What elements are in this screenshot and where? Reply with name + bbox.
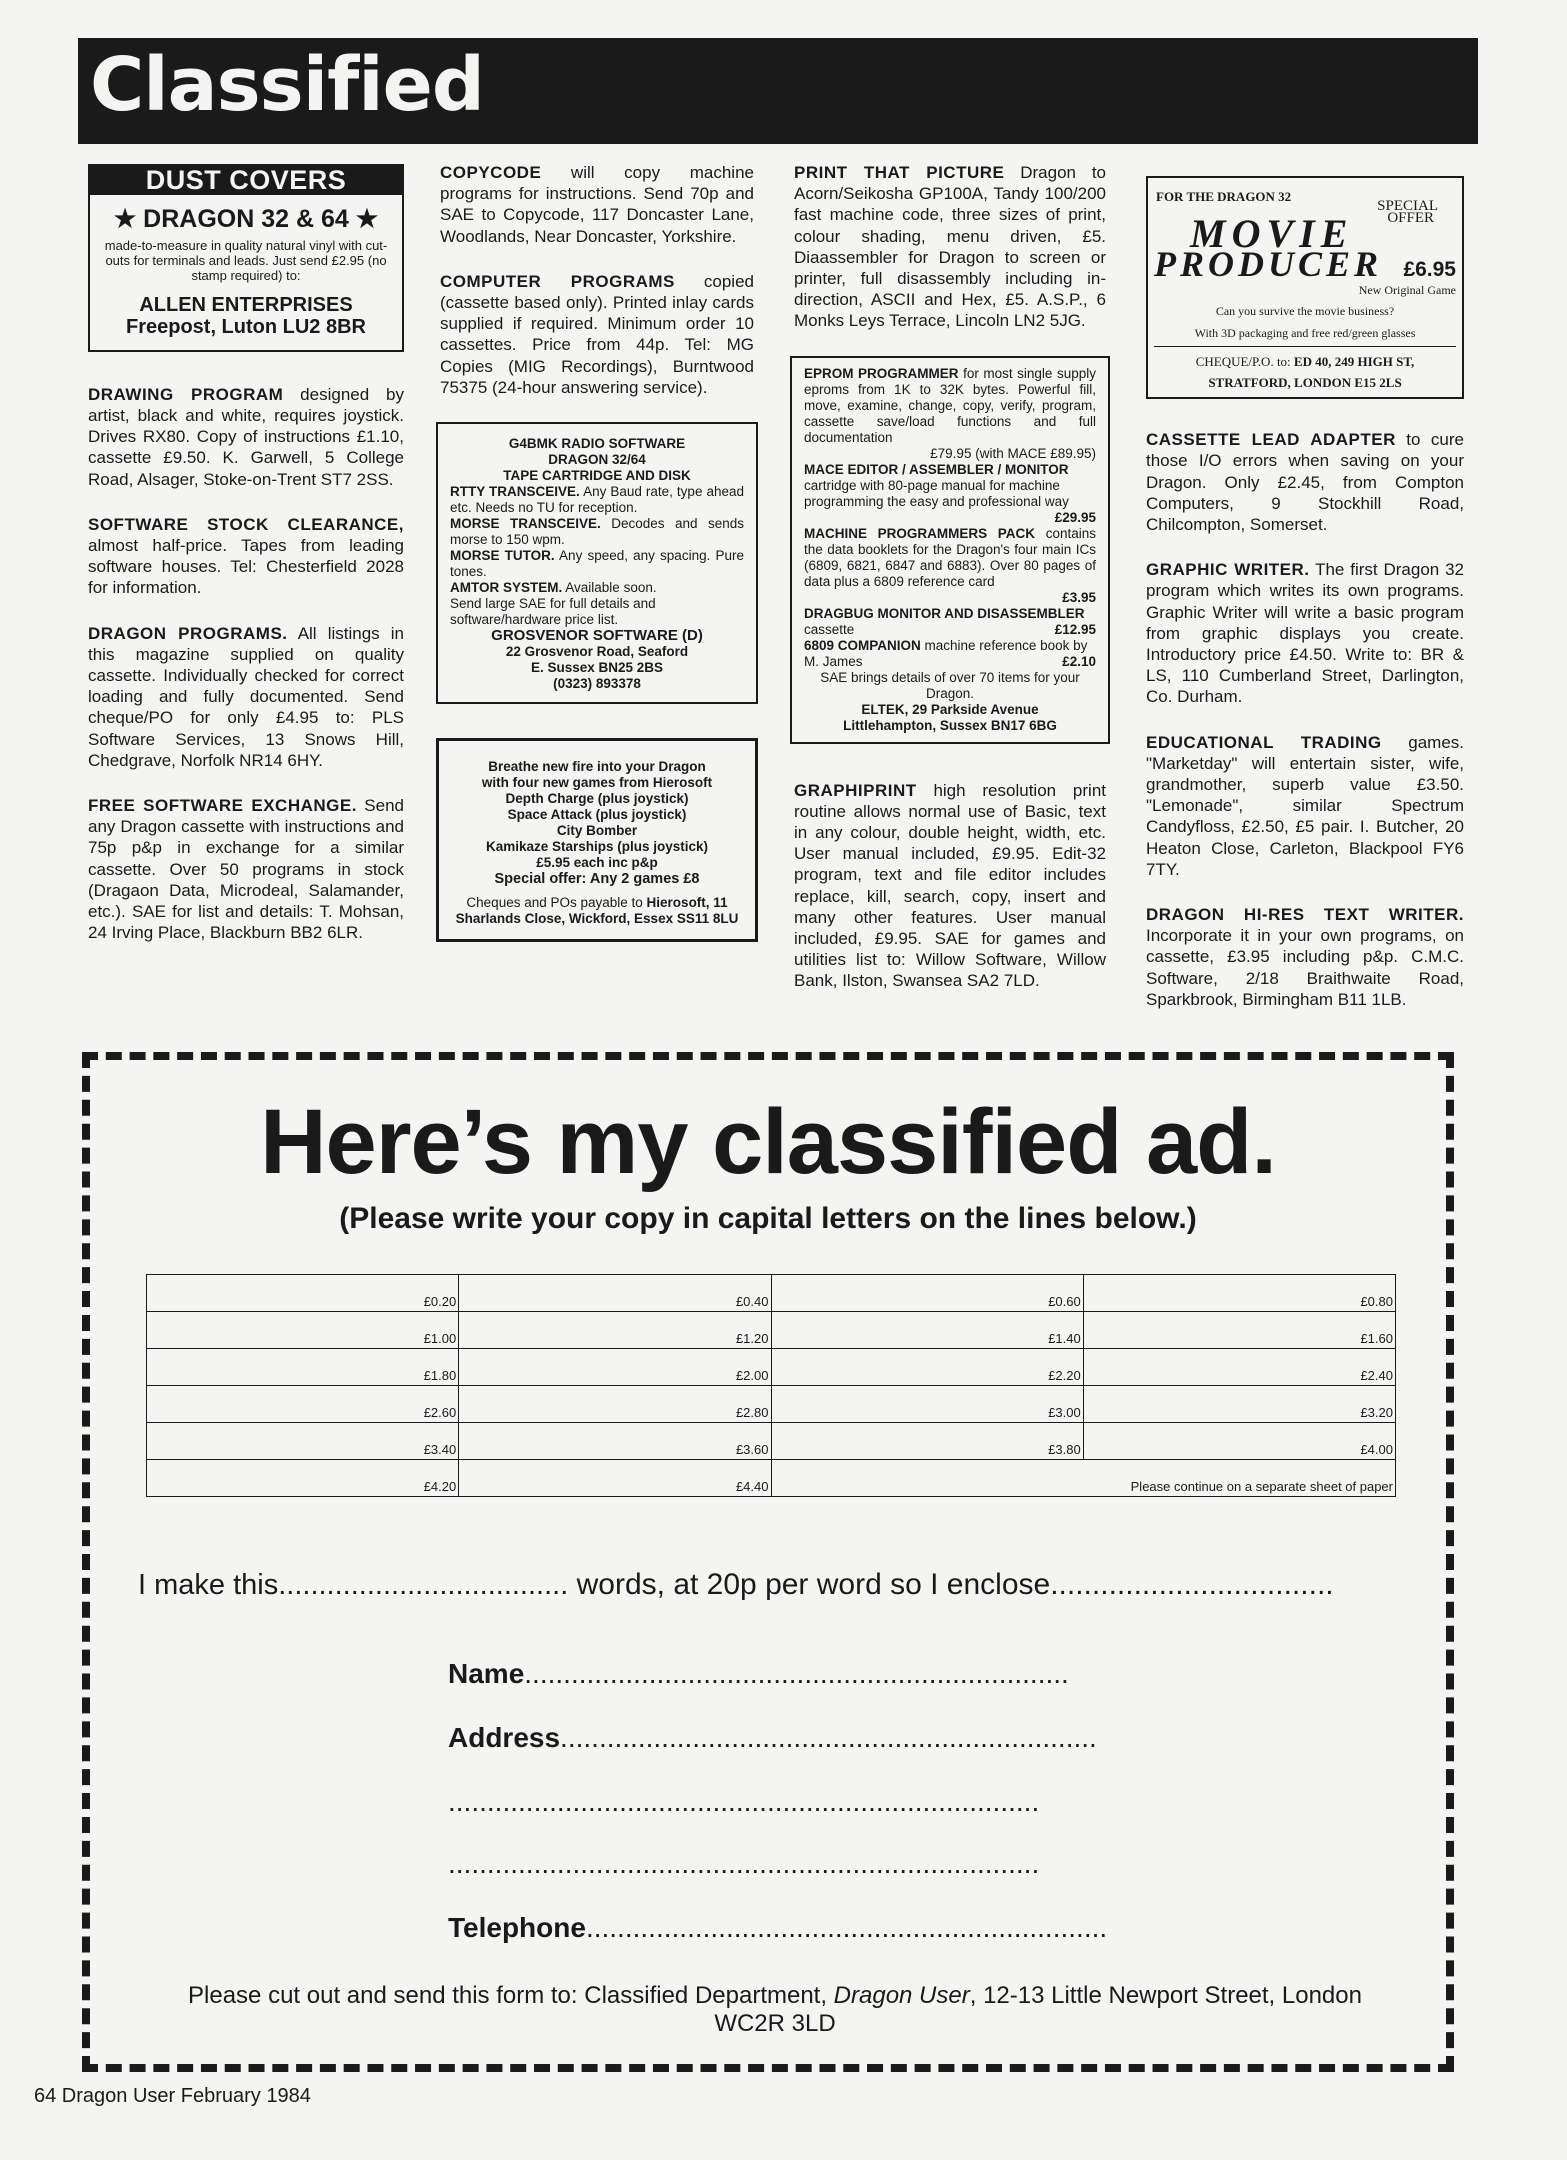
grid-cell[interactable]: £2.40 [1083, 1349, 1395, 1386]
grid-cell[interactable]: £2.00 [459, 1349, 771, 1386]
grid-cell[interactable]: £4.20 [147, 1460, 459, 1497]
dust-covers-product: ★ DRAGON 32 & 64 ★ [113, 205, 379, 234]
send-instructions: Please cut out and send this form to: Classified Department, Dragon User, 12-13 Little Newport Street, London WC2R 3LD [188, 1982, 1362, 2037]
grid-cell[interactable]: £3.60 [459, 1423, 771, 1460]
dust-covers-desc: made-to-measure in quality natural vinyl with cut-outs for terminals and leads. Just send £2.95 (no stamp required) to: [104, 238, 388, 284]
movie-producer-ad: FOR THE DRAGON 32 SPECIAL OFFER MOVIE PRODUCER £6.95 New Original Game Can you survive the movie business? With 3D packaging and free red/green glasses CHEQUE/P.O. to: ED 40, 249 HIGH ST, STRATFORD, LONDON E15 2LS [1146, 176, 1464, 399]
grid-row [147, 1460, 1396, 1497]
grid-row [147, 1386, 1396, 1423]
telephone-field[interactable]: Telephone................................................................... [448, 1912, 1108, 1943]
grid-cell[interactable]: £2.80 [459, 1386, 771, 1423]
classified-ad: GRAPHIC WRITER. The first Dragon 32 program which writes its own programs. Graphic Writer will write a basic program from graphic displays you create. Introductory price £4.50. Write to: BR & LS, 110 Cumberland Street, Darlington, Co. Durham. [1146, 560, 1464, 707]
grid-cell[interactable]: £2.60 [147, 1386, 459, 1423]
classified-ad: COPYCODE will copy machine programs for instructions. Send 70p and SAE to Copycode, 117 Doncaster Lane, Woodlands, Near Doncaster, Yorkshire. [440, 163, 754, 246]
address-line-3[interactable]: ............................................................................ [448, 1848, 1040, 1879]
grid-cell[interactable]: £0.60 [771, 1275, 1083, 1312]
column-2 [440, 162, 754, 942]
dust-covers-address: Freepost, Luton LU2 8BR [125, 315, 366, 338]
grid-cell[interactable]: £2.20 [771, 1349, 1083, 1386]
classified-ad: SOFTWARE STOCK CLEARANCE, almost half-price. Tapes from leading software houses. Tel: Chesterfield 2028 for information. [88, 514, 404, 598]
grid-cell[interactable]: £4.40 [459, 1460, 771, 1497]
grid-cell[interactable]: £0.80 [1083, 1275, 1395, 1312]
page-header [78, 38, 1478, 144]
classified-ad: EDUCATIONAL TRADING games. "Marketday" will entertain sister, wife, grandmother, superb value £3.50. "Lemonade", similar Spectrum Candyfloss, £2.50, £5 pair. I. Butcher, 20 Heaton Close, Carleton, Blackpool FY6 7TY. [1146, 732, 1464, 879]
word-count-line: I make this.................................... words, at 20p per word so I enclose.................................. [138, 1568, 1334, 1601]
page-title: Classified [90, 42, 484, 128]
grid-cell[interactable]: £3.20 [1083, 1386, 1395, 1423]
page-footer: 64 Dragon User February 1984 [34, 2085, 311, 2107]
grid-cell[interactable]: £4.00 [1083, 1423, 1395, 1460]
grid-cell[interactable]: £1.60 [1083, 1312, 1395, 1349]
name-field[interactable]: Name...................................................................... [448, 1658, 1069, 1689]
grid-cell[interactable]: £1.00 [147, 1312, 459, 1349]
classified-ad: COMPUTER PROGRAMS copied (cassette based only). Printed inlay cards supplied if required. Minimum order 10 cassettes. Price from 44p. Tel: MG Copies (MIG Recordings), Burntwood 75375 (24-hour answering service). [440, 271, 754, 397]
classified-ad: DRAWING PROGRAM designed by artist, black and white, requires joystick. Drives RX80. Copy of instructions £1.10, cassette £9.50. K. Garwell, 5 College Road, Alsager, Stoke-on-Trent ST7 2SS. [88, 384, 404, 489]
dust-covers-company: ALLEN ENTERPRISES [139, 294, 353, 317]
address-field[interactable]: Address..................................................................... [448, 1722, 1097, 1753]
form-subtitle: (Please write your copy in capital letters on the lines below.) [339, 1202, 1197, 1235]
column-3 [794, 162, 1106, 1016]
grid-cell[interactable]: £1.80 [147, 1349, 459, 1386]
address-line-2[interactable]: ............................................................................ [448, 1786, 1040, 1817]
classified-ad: DRAGON PROGRAMS. All listings in this magazine supplied on quality cassette. Individually checked for correct loading and fully documented. Send cheque/PO for only £4.95 to: PLS Software Services, 13 Snows Hill, Chedgrave, Norfolk NR14 6HY. [88, 623, 404, 770]
grid-cell[interactable]: £1.20 [459, 1312, 771, 1349]
movie-title: MOVIE [1190, 211, 1354, 256]
classified-order-form [82, 1052, 1454, 2072]
grid-cell[interactable]: £0.20 [147, 1275, 459, 1312]
classified-ad: DRAGON HI-RES TEXT WRITER. Incorporate it in your own programs, on cassette, £3.95 including p&p. C.M.C. Software, 2/18 Braithwaite Road, Sparkbrook, Birmingham B11 1LB. [1146, 905, 1464, 1009]
eltek-ad: EPROM PROGRAMMER for most single supply eproms from 1K to 32K bytes. Powerful fill, move, examine, change, copy, verify, program, cassette save/load functions and full documentation £79.95 (with MACE £89.95) MACE EDITOR / ASSEMBLER / MONITOR cartridge with 80-page manual for machine programming the easy and professional way £29.95 MACHINE PROGRAMMERS PACK contains the data booklets for the Dragon's four main ICs (6809, 6821, 6847 and 6883). Over 80 pages of data plus a 6809 reference card £3.95 DRAGBUG MONITOR AND DISASSEMBLER cassette £12.95 6809 COMPANION machine reference book by M. James £2.10 SAE brings details of over 70 items for your Dragon. ELTEK, 29 Parkside Avenue Littlehampton, Sussex BN17 6BG [790, 356, 1110, 744]
grid-cell[interactable]: £3.40 [147, 1423, 459, 1460]
word-grid [146, 1274, 1396, 1497]
classified-ad: GRAPHIPRINT high resolution print routine allows normal use of Basic, text in any colour, double height, width, etc. User manual included, £9.95. Edit-32 program, text and file editor includes replace, kill, search, copy, insert and many other features. User manual included, £9.95. SAE for games and utilities list to: Willow Software, Willow Bank, Ilston, Swansea SA2 7LD. [794, 780, 1106, 991]
grid-row [147, 1275, 1396, 1312]
grid-row [147, 1423, 1396, 1460]
classified-ad: CASSETTE LEAD ADAPTER to cure those I/O errors when saving on your Dragon. Only £2.45, from Compton Computers, 9 Stockhill Road, Chilcompton, Somerset. [1146, 430, 1464, 535]
producer-title: PRODUCER [1154, 244, 1383, 284]
grid-row [147, 1312, 1396, 1349]
dust-covers-heading: DUST COVERS [90, 166, 402, 195]
grid-cell[interactable]: £3.00 [771, 1386, 1083, 1423]
grid-row [147, 1349, 1396, 1386]
grid-continue-note[interactable]: Please continue on a separate sheet of paper [771, 1460, 1396, 1497]
grid-cell[interactable]: £0.40 [459, 1275, 771, 1312]
classified-ad: FREE SOFTWARE EXCHANGE. Send any Dragon cassette with instructions and 75p p&p in exchange for a similar cassette. Over 50 programs in stock (Dragaon Data, Microdeal, Salamander, etc.). SAE for list and details: T. Mohsan, 24 Irving Place, Blackburn BB2 6LR. [88, 796, 404, 943]
grid-cell[interactable]: £1.40 [771, 1312, 1083, 1349]
form-title: Here’s my classified ad. [260, 1091, 1276, 1193]
column-4 [1146, 162, 1464, 1034]
column-1 [88, 162, 404, 967]
g4bmk-radio-ad: G4BMK RADIO SOFTWARE DRAGON 32/64 TAPE CARTRIDGE AND DISK RTTY TRANSCEIVE. Any Baud rate, type ahead etc. Needs no TU for reception. MORSE TRANSCEIVE. Decodes and sends morse to 150 wpm. MORSE TUTOR. Any speed, any spacing. Pure tones. AMTOR SYSTEM. Available soon. Send large SAE for full details and software/hardware price list. GROSVENOR SOFTWARE (D) 22 Grosvenor Road, Seaford E. Sussex BN25 2BS (0323) 893378 [436, 422, 758, 704]
classified-ad: PRINT THAT PICTURE Dragon to Acorn/Seikosha GP100A, Tandy 100/200 fast machine code, three sizes of print, colour shading, menu driven, £5. Diaassembler for Dragon to screen or printer, full disassembly including in-direction, ASCII and Hex, £5. A.S.P., 6 Monks Leys Terrace, Lincoln LN2 5JG. [794, 163, 1106, 331]
dust-covers-ad [88, 164, 404, 352]
grid-cell[interactable]: £3.80 [771, 1423, 1083, 1460]
hierosoft-ad: Breathe new fire into your Dragon with four new games from Hierosoft Depth Charge (plus joystick) Space Attack (plus joystick) City Bomber Kamikaze Starships (plus joystick) £5.95 each inc p&p Special offer: Any 2 games £8 Cheques and POs payable to Hierosoft, 11 Sharlands Close, Wickford, Essex SS11 8LU [436, 738, 758, 942]
